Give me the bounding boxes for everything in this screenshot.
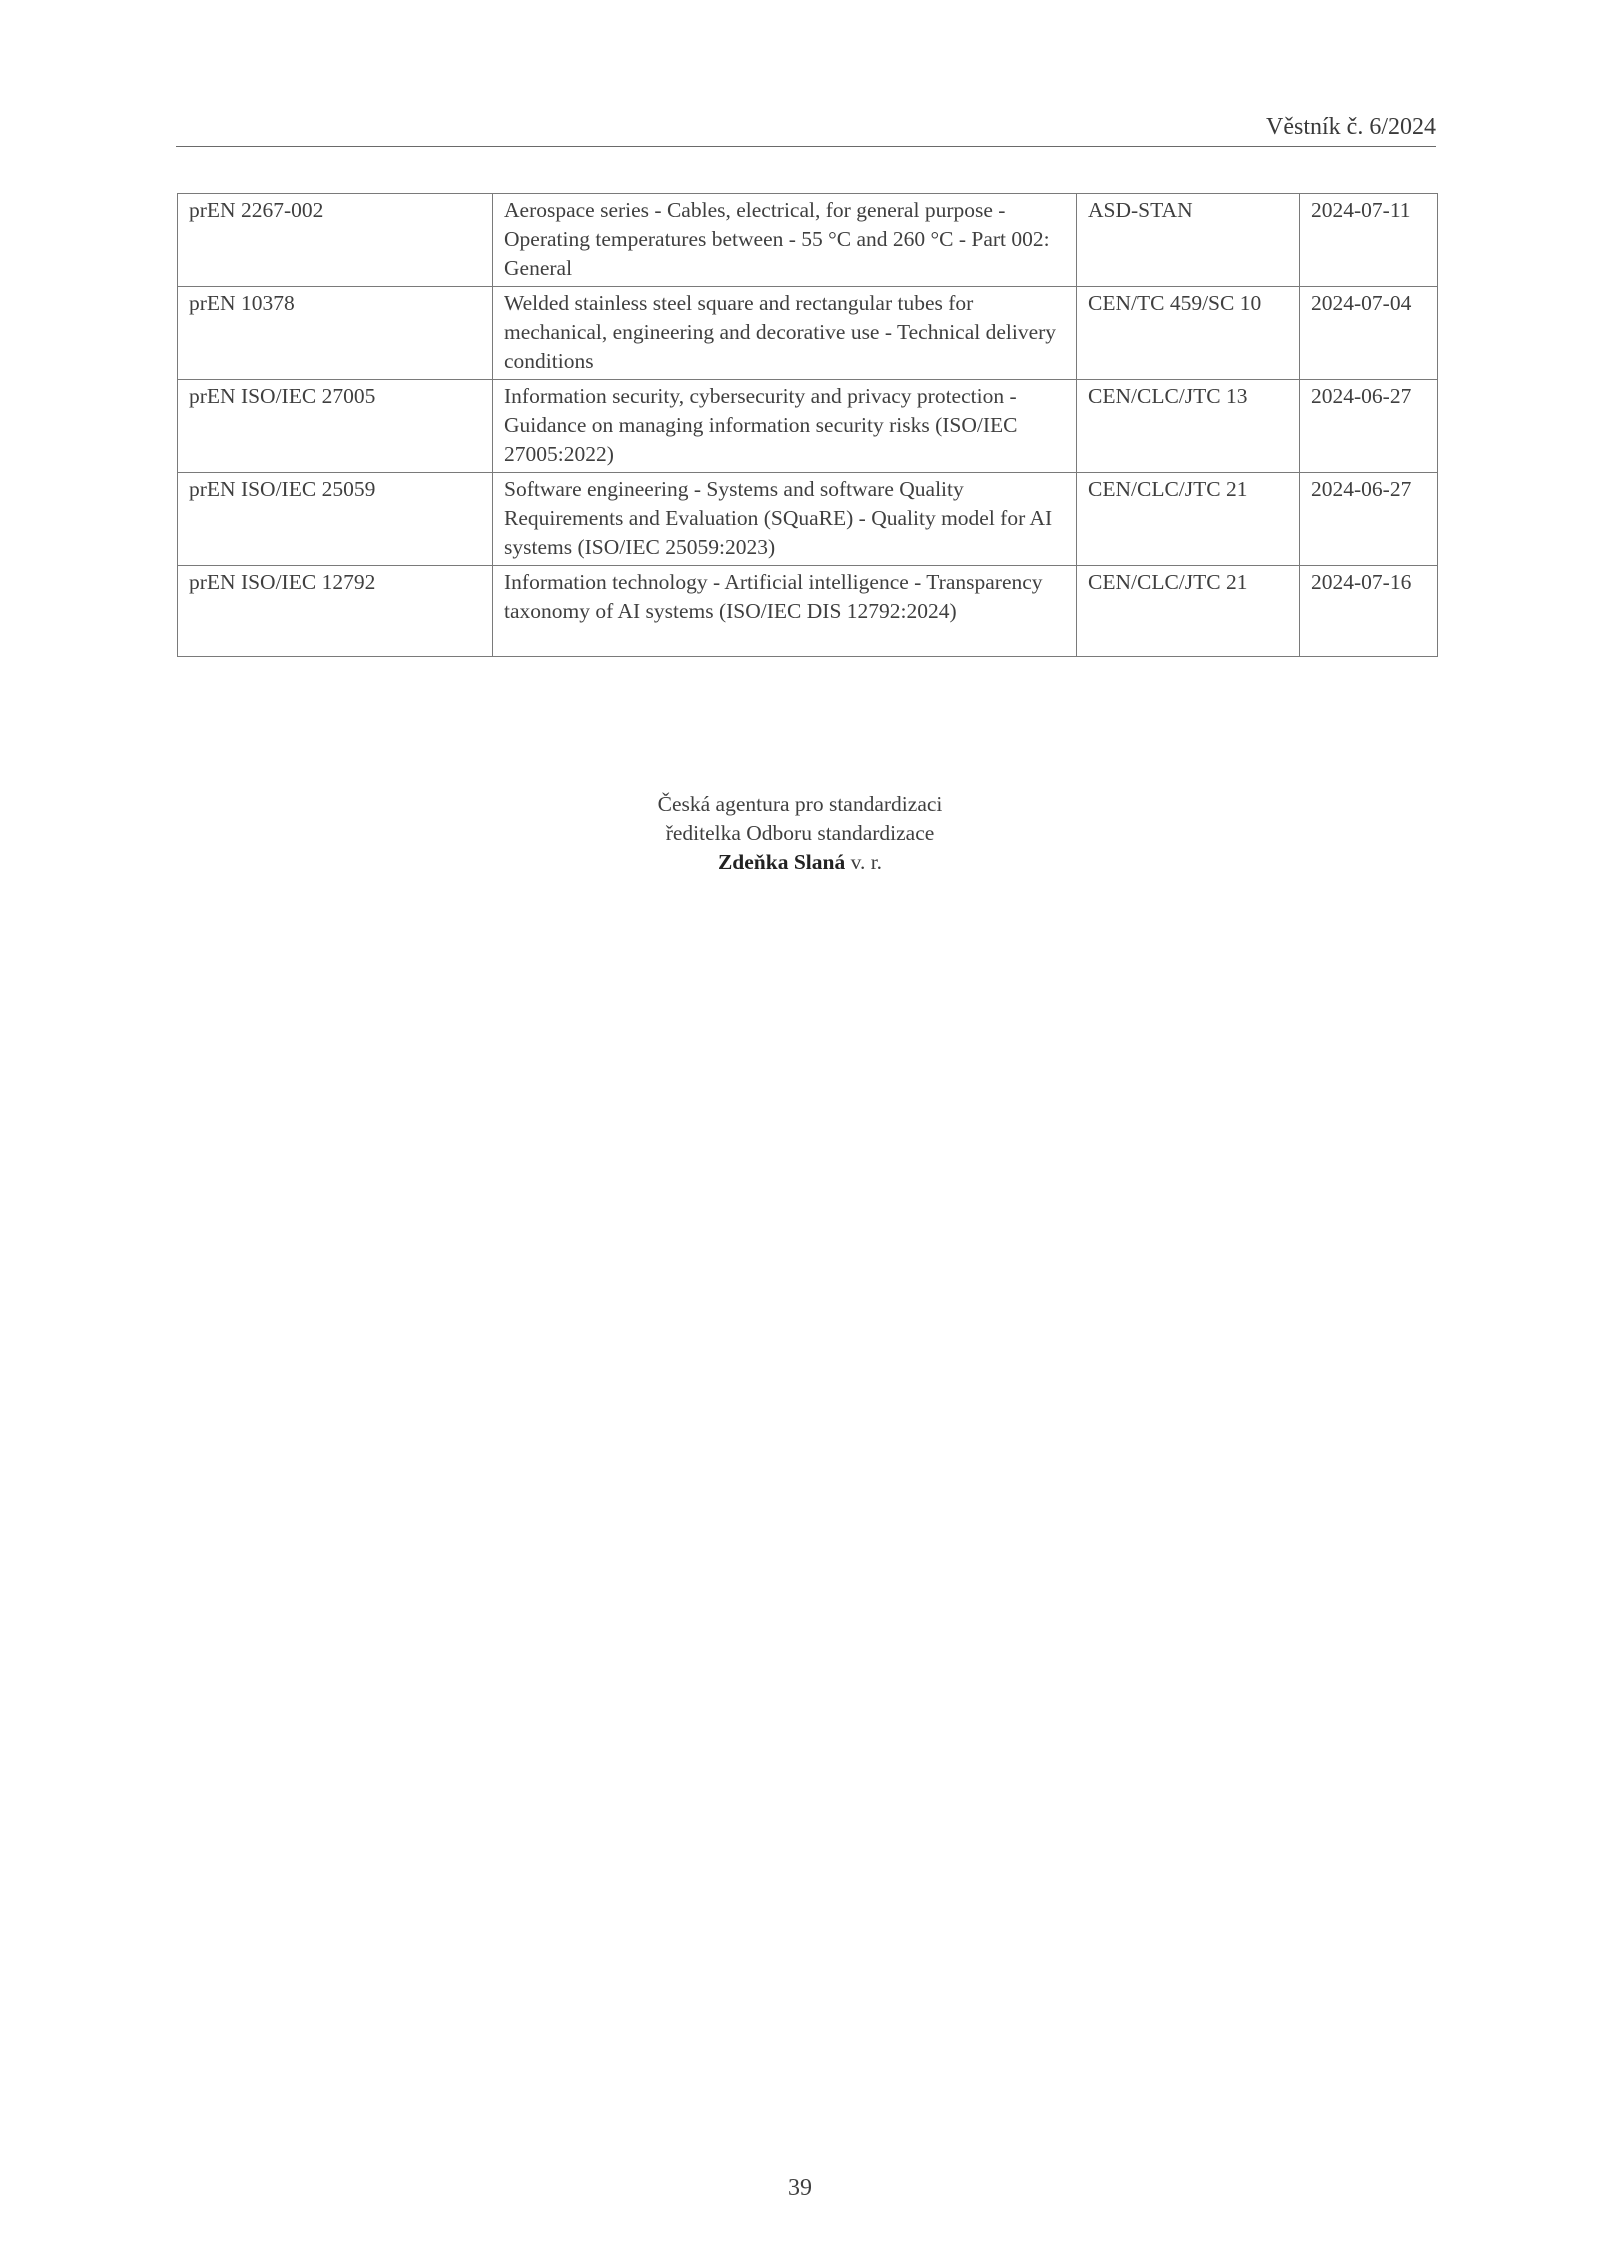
organization-name: Česká agentura pro standardizaci — [657, 792, 943, 816]
date: 2024-06-27 — [1300, 473, 1438, 566]
bulletin-title: Věstník č. 6/2024 — [1266, 114, 1436, 140]
committee: CEN/CLC/JTC 13 — [1077, 380, 1300, 473]
page-number: 39 — [788, 2175, 812, 2201]
table-row — [178, 473, 1438, 566]
committee: CEN/CLC/JTC 21 — [1077, 566, 1300, 657]
standard-code: prEN 10378 — [178, 287, 493, 380]
standard-code: prEN 2267-002 — [178, 194, 493, 287]
standard-title: Software engineering - Systems and software Quality Requirements and Evaluation (SQuaRE) - Quality model for AI systems (ISO/IEC 25059:2023) — [493, 473, 1077, 566]
date: 2024-06-27 — [1300, 380, 1438, 473]
table-row — [178, 566, 1438, 657]
date: 2024-07-16 — [1300, 566, 1438, 657]
signatory-suffix: v. r. — [850, 850, 883, 874]
standard-title: Information security, cybersecurity and privacy protection - Guidance on managing information security risks (ISO/IEC 27005:2022) — [493, 380, 1077, 473]
standard-title: Aerospace series - Cables, electrical, for general purpose - Operating temperatures between - 55 °C and 260 °C - Part 002: General — [493, 194, 1077, 287]
committee: CEN/CLC/JTC 21 — [1077, 473, 1300, 566]
table-row — [178, 194, 1438, 287]
standard-title: Welded stainless steel square and rectangular tubes for mechanical, engineering and decorative use - Technical delivery conditions — [493, 287, 1077, 380]
table-row — [178, 287, 1438, 380]
signatory-role: ředitelka Odboru standardizace — [665, 821, 935, 845]
committee: ASD-STAN — [1077, 194, 1300, 287]
standard-title: Information technology - Artificial intelligence - Transparency taxonomy of AI systems (ISO/IEC DIS 12792:2024) — [493, 566, 1077, 657]
signature-block — [0, 790, 1600, 877]
page-header — [176, 112, 1436, 147]
signatory-line — [0, 848, 1600, 877]
table-row — [178, 380, 1438, 473]
date: 2024-07-11 — [1300, 194, 1438, 287]
standard-code: prEN ISO/IEC 12792 — [178, 566, 493, 657]
date: 2024-07-04 — [1300, 287, 1438, 380]
standards-table — [177, 193, 1438, 657]
committee: CEN/TC 459/SC 10 — [1077, 287, 1300, 380]
signatory-name: Zdeňka Slaná — [717, 850, 846, 874]
standard-code: prEN ISO/IEC 25059 — [178, 473, 493, 566]
standard-code: prEN ISO/IEC 27005 — [178, 380, 493, 473]
